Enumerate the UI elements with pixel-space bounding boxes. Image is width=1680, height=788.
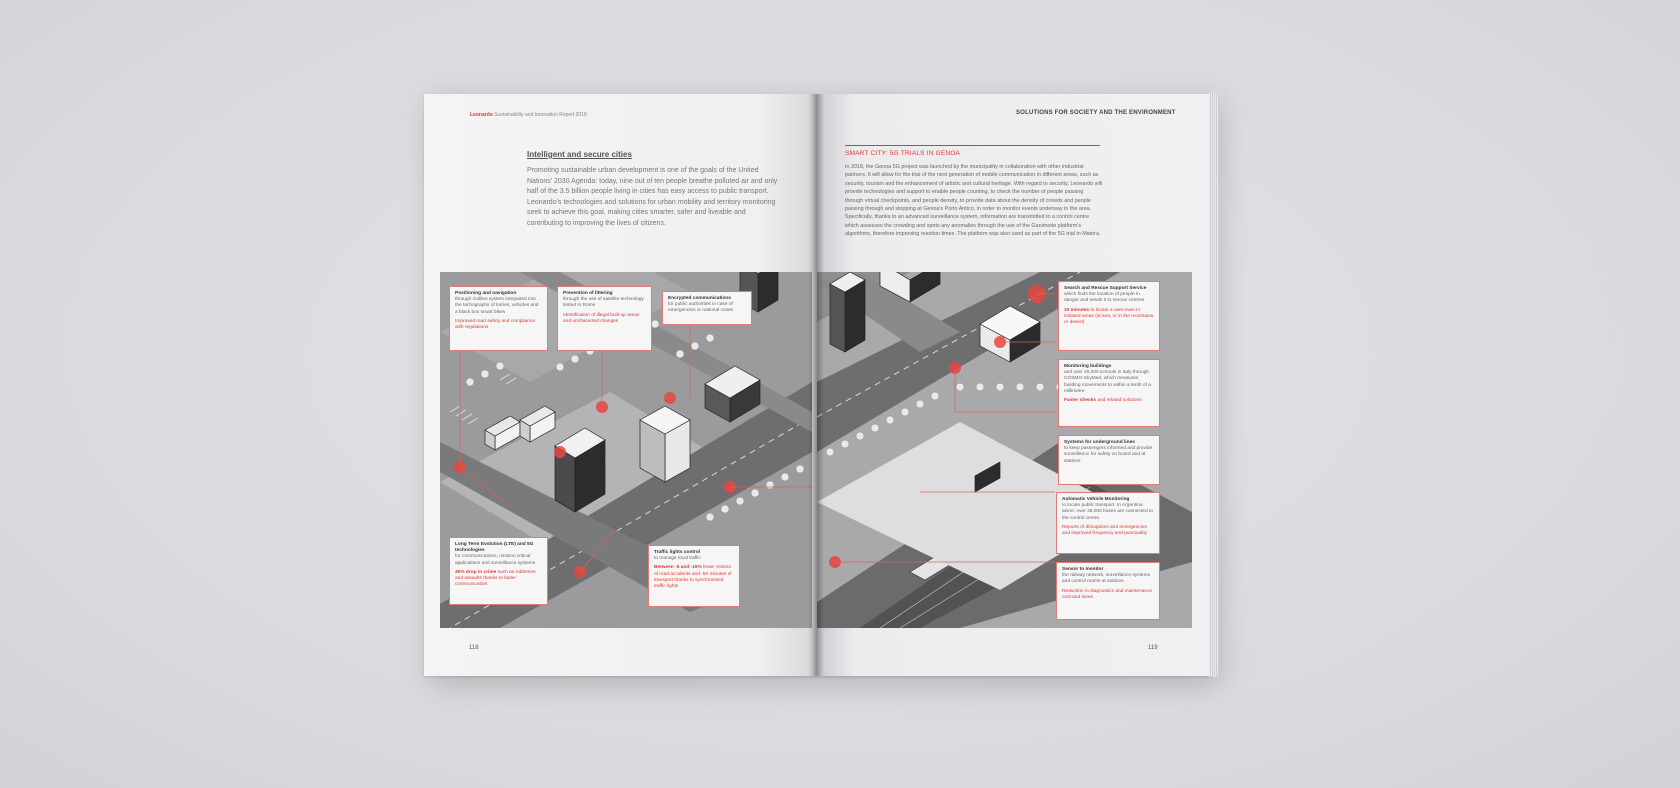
callout-result-highlight: 40% drop in crime (455, 569, 497, 575)
callout-body: and over 40,000 schools in Italy through COSMO-SkyMed, which measures building movements to within a tenth of a millimetre (1064, 370, 1151, 394)
right-page-title: SMART CITY: 5G TRIALS IN GENOA (845, 150, 961, 157)
callout-result-highlight: 10 minutes (1064, 307, 1090, 313)
right-running-head: SOLUTIONS FOR SOCIETY AND THE ENVIRONMENT (1016, 110, 1176, 116)
callout-result (1064, 398, 1154, 404)
left-page-title: Intelligent and secure cities (527, 150, 632, 159)
callout-body: through the use of satellite technology tested in Rome (563, 297, 644, 309)
callout-heading: Positioning and navigation (455, 291, 517, 296)
callout-body: to manage local traffic (654, 556, 701, 562)
right-page-number: 119 (1148, 645, 1158, 651)
callout-result-text: such as robberies and assaults thanks to faster communication (455, 569, 536, 588)
callout-heading: Prevention of littering (563, 291, 613, 296)
callout-heading: Sensor to monitor (1062, 567, 1104, 572)
callout-body: for communications, mission critical applications and surveillance systems (455, 554, 536, 566)
callout-heading: Systems for underground lines (1064, 440, 1135, 445)
left-running-head (470, 112, 587, 118)
callout-body: to locate public transport. In Argentina alone, over 36,000 buses are connected to the control centre. (1062, 503, 1153, 521)
callout-monitoring-buildings (1058, 359, 1160, 427)
callout-result-text: and related solutions (1097, 398, 1142, 404)
callout-body: which finds the location of people in danger and sends it to rescue centres (1064, 292, 1145, 304)
callout-result (654, 565, 734, 590)
callout-heading: Monitoring buildings (1064, 364, 1112, 369)
callout-result: Improved road safety and compliance with regulations (455, 318, 535, 331)
callout-result-text: to locate a user even in isolated areas (at sea, or in the mountains or desert) (1064, 307, 1154, 326)
left-page-number: 118 (469, 645, 479, 651)
callout-result: Reports of disruptions and emergencies and improved frequency and punctuality (1062, 524, 1148, 537)
callout-result: Identification of illegal built-up areas and uncharacted changes (563, 312, 640, 324)
callout-lte (449, 537, 548, 605)
callout-body: the railway network, surveillance systems and control rooms at stations (1062, 573, 1150, 585)
callout-heading: Automatic Vehicle Monitoring (1062, 497, 1130, 502)
running-head-title: Sustainability and Innovation Report 2018 (494, 112, 587, 118)
callout-heading: Traffic lights control (654, 550, 701, 555)
callout-body: for public authorities in case of emergencies or national crises (668, 302, 734, 314)
right-title-rule (845, 145, 1100, 146)
callout-heading: Search and Rescue Support Service (1064, 286, 1147, 291)
book-gutter (808, 94, 824, 676)
page-edges (1209, 92, 1219, 677)
callout-result-highlight: Faster checks (1064, 398, 1096, 404)
callout-traffic (648, 545, 740, 607)
callout-heading: Encrypted communications (668, 296, 731, 301)
callout-encrypted (662, 291, 752, 325)
callout-avm (1056, 492, 1160, 554)
callout-positioning (449, 286, 548, 351)
callout-body: through Galileo system integrated into the tachographs of lorries, vehicles and a black box smart bikes (455, 297, 539, 315)
callout-result (1064, 308, 1154, 327)
right-page-intro: In 2018, the Genoa 5G project was launched by the municipality in collaboration with other industrial partners. It will allow for the trial of the next generation of mobile communication in different areas, such as security, tourism and the enhancement of artistic and cultural heritage. With regard to security, Leonardo will provide technologies and support to enable people counting, to check the number of people passing through virtual checkpoints, and people density, to provide data about the density of crowds and people passing through and stopping at Genoa's Porto Antico, in order to monitor events underway in the area. Specifically, thanks to an advanced surveillance system, information are transmitted to a control centre which assesses the crowding and spots any anomalies through the use of the Ganimede platform's algorithms, therefore improving reaction times. The platform was also used as part of the 5G trial in Matera. (845, 164, 1103, 238)
callout-result (455, 570, 542, 589)
left-page-intro: Promoting sustainable urban development is one of the goals of the United Nations' 2030 Agenda: today, nine out of ten people breathe polluted air and only half of the 3.5 billion people living in cities has easy access to public transport. Leonardo's technologies and solutions for urban mobility and territory monitoring seek to achieve this goal, making cities smarter, safer and liveable and contributing to improving the lives of citizens. (527, 167, 778, 227)
running-head-brand: Leonardo (470, 112, 493, 118)
callout-prevention (557, 286, 652, 351)
callout-underground (1058, 435, 1160, 485)
callout-result-text: fewer victims of road accidents and -50 minutes of transport thanks to synchronised traffic lights (654, 565, 732, 590)
callout-heading: Long Term Evolution (LTE) and 5G technologies (455, 542, 534, 554)
callout-result: Reduction in diagnostics and maintenance cost and times (1062, 588, 1153, 600)
callout-result-highlight: Between -5 and -15% (654, 565, 702, 571)
callout-search-rescue (1058, 281, 1160, 351)
callout-body: to keep passengers informed and provide surveillance for safety on board and at stations (1064, 446, 1153, 464)
callout-sensor (1056, 562, 1160, 620)
